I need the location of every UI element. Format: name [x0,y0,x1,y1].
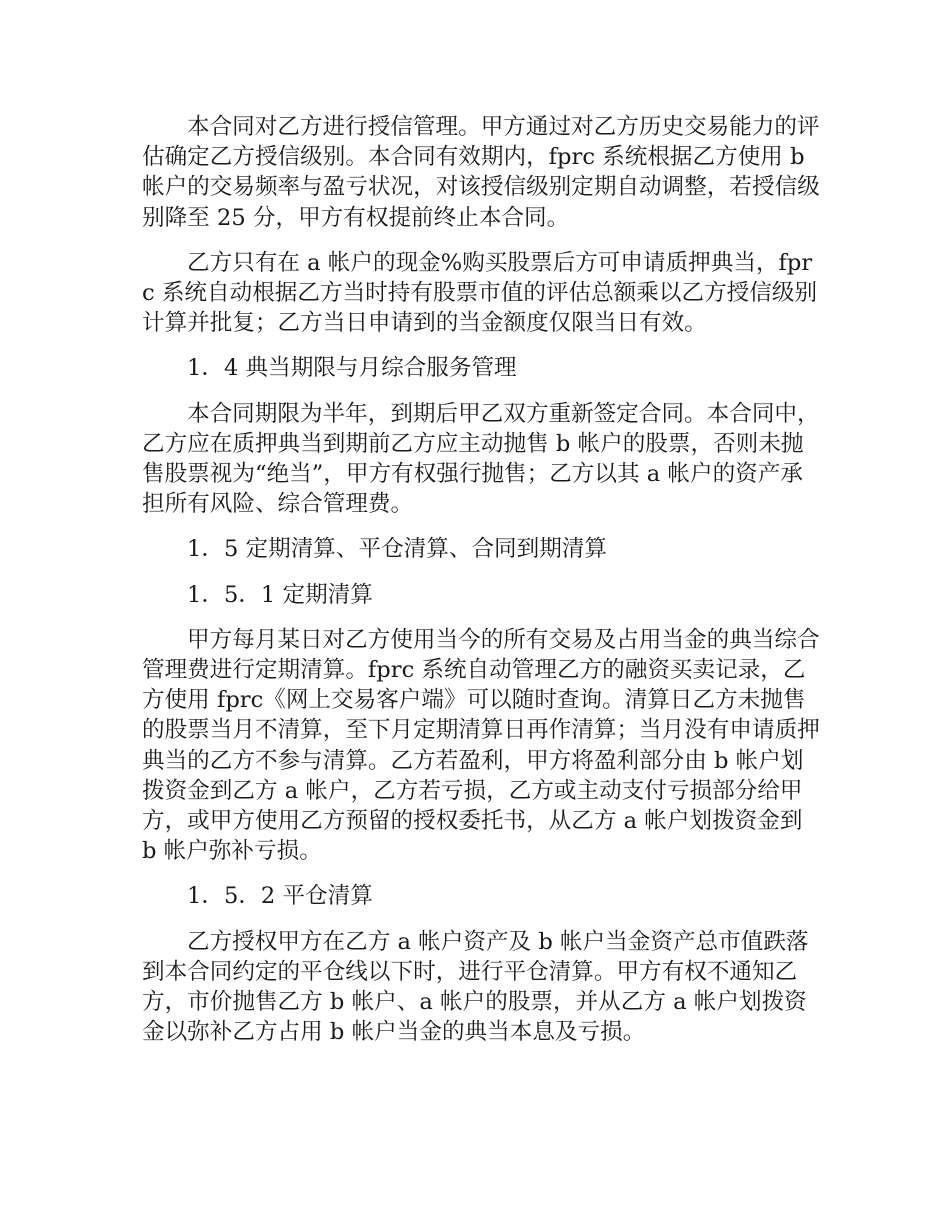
paragraph-liquidation-settlement: 乙方授权甲方在乙方 a 帐户资产及 b 帐户当金资产总市值跌落到本合同约定的平仓线以下时，进行平仓清算。甲方有权不通知乙方，市价抛售乙方 b 帐户、a 帐户的股票，并从乙方 a 帐户划拨资金以弥补乙方占用 b 帐户当金的典当本息及亏损。 [142,928,809,1046]
document-body [142,112,822,1062]
paragraph-credit-management: 本合同对乙方进行授信管理。甲方通过对乙方历史交易能力的评估确定乙方授信级别。本合同有效期内，fprc 系统根据乙方使用 b 帐户的交易频率与盈亏状况，对该授信级别定期自动调整，若授信级别降至 25 分，甲方有权提前终止本合同。 [142,114,820,231]
paragraph-contract-term: 本合同期限为半年，到期后甲乙双方重新签定合同。本合同中，乙方应在质押典当到期前乙方应主动抛售 b 帐户的股票，否则未抛售股票视为“绝当”，甲方有权强行抛售；乙方以其 a 帐户的资产承担所有风险、综合管理费。 [142,400,820,518]
paragraph-periodic-settlement: 甲方每月某日对乙方使用当今的所有交易及占用当金的典当综合管理费进行定期清算。fprc 系统自动管理乙方的融资买卖记录，乙方使用 fprc《网上交易客户端》可以随时查询。清算日乙方未抛售的股票当月不清算，至下月定期清算日再作清算；当月没有申请质押典当的乙方不参与清算。乙方若盈利，甲方将盈利部分由 b 帐户划拨资金到乙方 a 帐户，乙方若亏损，乙方或主动支付亏损部分给甲方，或甲方使用乙方预留的授权委托书，从乙方 a 帐户划拨资金到 b 帐户弥补亏损。 [142,626,820,865]
section-heading-1-5-2: 1．5．2 平仓清算 [187,883,373,910]
section-heading-1-5-1: 1．5．1 定期清算 [187,581,373,608]
paragraph-pledge-application: 乙方只有在 a 帐户的现金%购买股票后方可申请质押典当，fprc 系统自动根据乙方当时持有股票市值的评估总额乘以乙方授信级别计算并批复；乙方当日申请到的当金额度仅限当日有效。 [142,249,818,337]
section-heading-1-4: 1．4 典当期限与月综合服务管理 [187,355,517,382]
section-heading-1-5: 1．5 定期清算、平仓清算、合同到期清算 [187,536,608,563]
